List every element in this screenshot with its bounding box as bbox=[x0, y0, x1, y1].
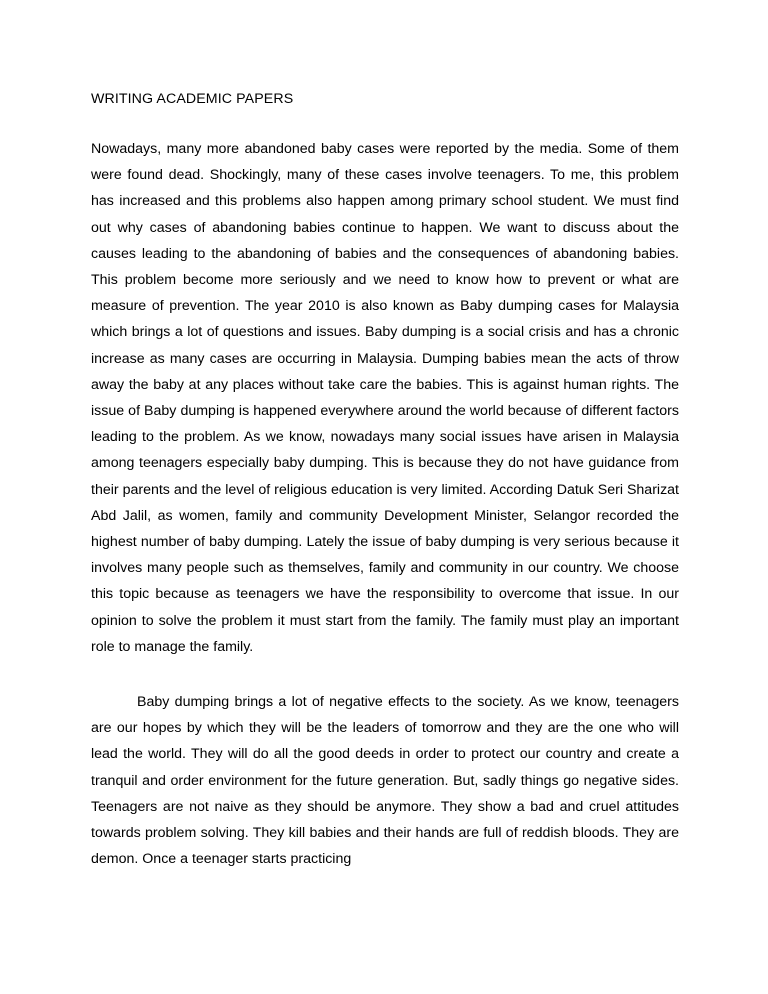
paragraph-negative-effects: Baby dumping brings a lot of negative effects to the society. As we know, teenagers are our hopes by which they will be the leaders of tomorrow and they are the one who will lead the world. They will do all the good deeds in order to protect our country and create a tranquil and order environment for the future generation. But, sadly things go negative sides. Teenagers are not naive as they should be anymore. They show a bad and cruel attitudes towards problem solving. They kill babies and their hands are full of reddish bloods. They are demon. Once a teenager starts practicing bbox=[91, 694, 679, 868]
document-title: WRITING ACADEMIC PAPERS bbox=[91, 91, 294, 107]
paragraph-introduction: Nowadays, many more abandoned baby cases were reported by the media. Some of them were found dead. Shockingly, many of these cases involve teenagers. To me, this problem has increased and this problems also happen among primary school student. We must find out why cases of abandoning babies continue to happen. We want to discuss about the causes leading to the abandoning of babies and the consequences of abandoning babies. This problem become more seriously and we need to know how to prevent or what are measure of prevention. The year 2010 is also known as Baby dumping cases for Malaysia which brings a lot of questions and issues. Baby dumping is a social crisis and has a chronic increase as many cases are occurring in Malaysia. Dumping babies mean the acts of throw away the baby at any places without take care the babies. This is against human rights. The issue of Baby dumping is happened everywhere around the world because of different factors leading to the problem. As we know, nowadays many social issues have arisen in Malaysia among teenagers especially baby dumping. This is because they do not have guidance from their parents and the level of religious education is very limited. According Datuk Seri Sharizat Abd Jalil, as women, family and community Development Minister, Selangor recorded the highest number of baby dumping. Lately the issue of baby dumping is very serious because it involves many people such as themselves, family and community in our country. We choose this topic because as teenagers we have the responsibility to overcome that issue. In our opinion to solve the problem it must start from the family. The family must play an important role to manage the family. bbox=[91, 141, 679, 655]
